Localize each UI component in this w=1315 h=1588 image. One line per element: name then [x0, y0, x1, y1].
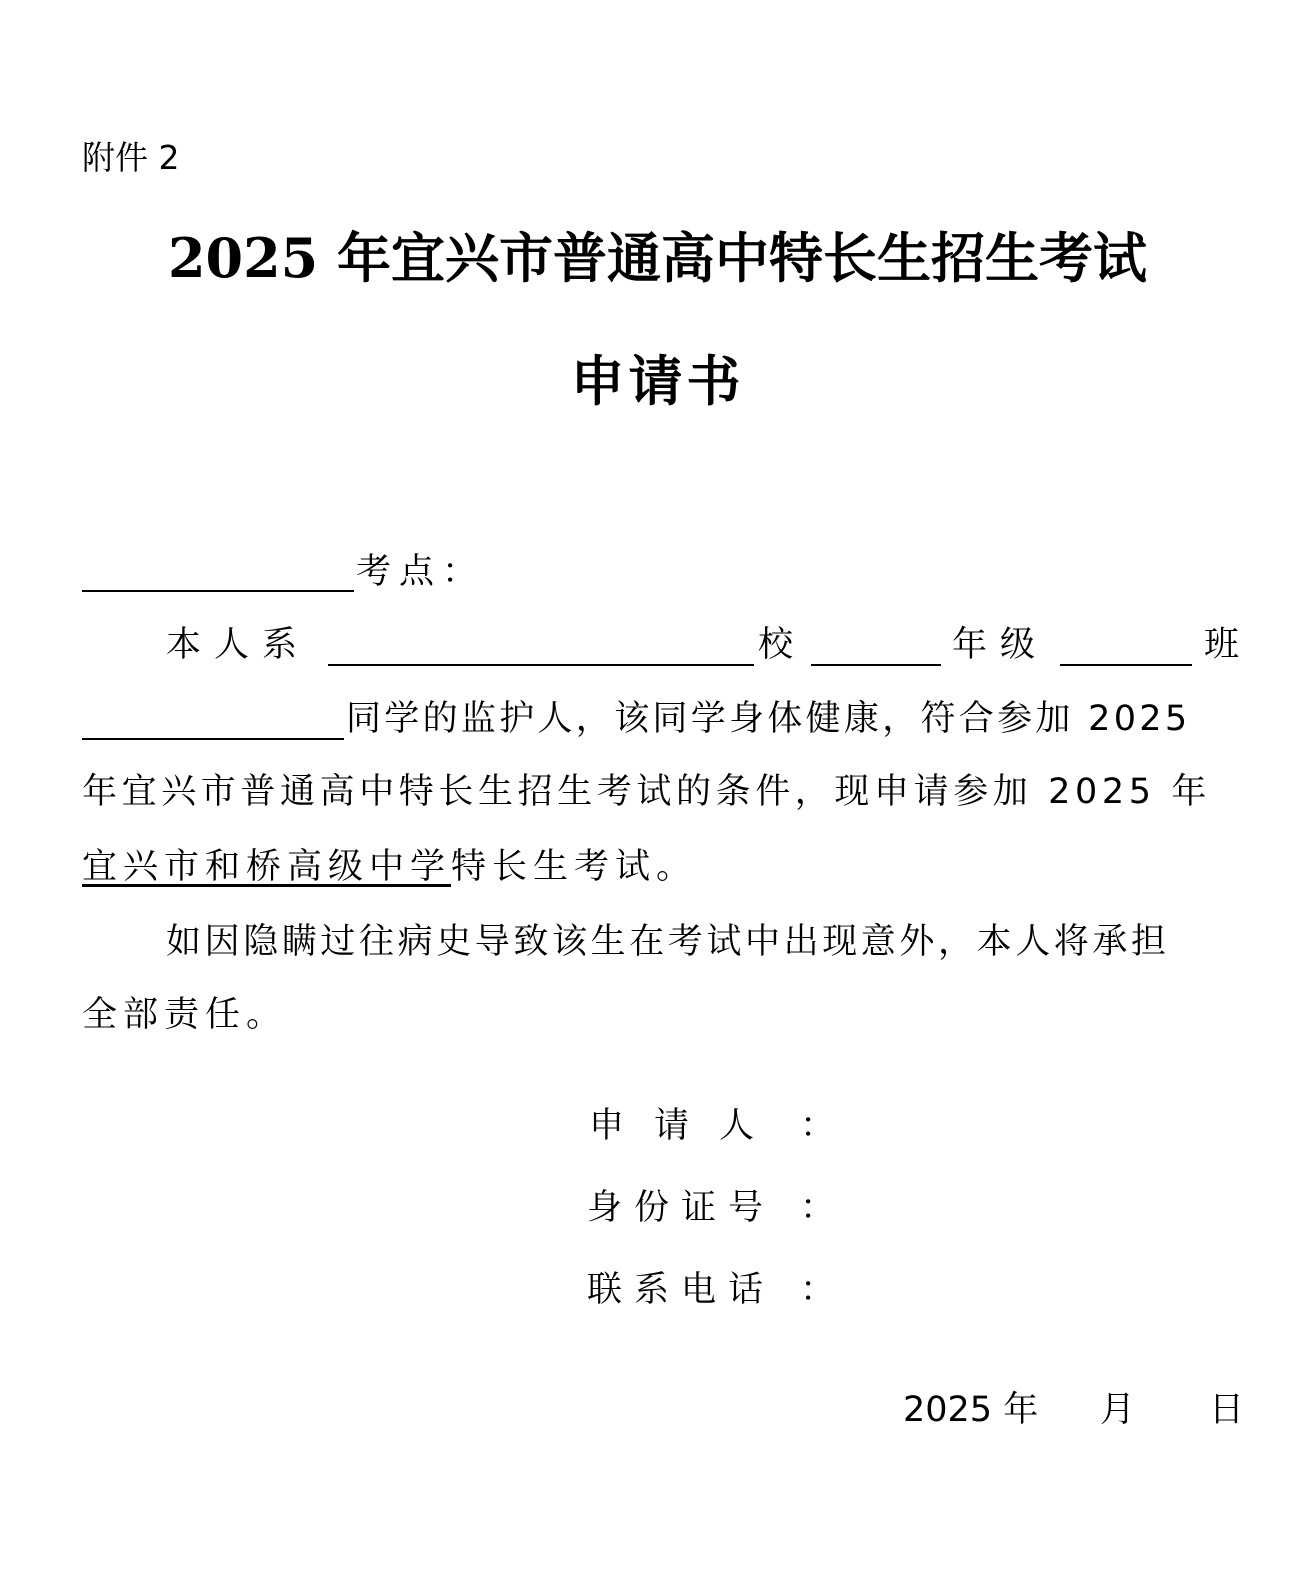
school-blank-line[interactable] [328, 664, 754, 666]
exam-site-blank-line[interactable] [82, 590, 354, 592]
grade-suffix: 年级 [952, 625, 1049, 665]
body-intro-text: 本人系 [166, 625, 311, 665]
applicant-label: 申请人 [589, 1106, 785, 1146]
school-name-underlined: 宜兴市和桥高级中学 [82, 847, 452, 887]
student-name-blank-line[interactable] [82, 738, 344, 740]
phone-colon: ： [800, 1270, 836, 1310]
exam-site-suffix: 考点： [356, 552, 486, 592]
class-suffix: 班 [1204, 625, 1240, 665]
applicant-colon: ： [800, 1106, 836, 1146]
document-title-line-2: 申请书 [570, 349, 745, 413]
grade-blank-line[interactable] [811, 664, 941, 666]
date-year: 2025 年 [903, 1390, 1039, 1430]
school-suffix: 校 [758, 625, 794, 665]
body-p2-line-1: 如因隐瞒过往病史导致该生在考试中出现意外，本人将承担 [166, 922, 1170, 962]
id-number-colon: ： [800, 1188, 836, 1228]
body-line-3: 年宜兴市普通高中特长生招生考试的条件，现申请参加 2025 年 [82, 772, 1211, 812]
id-number-label: 身份证号 [587, 1188, 776, 1228]
date-month: 月 [1100, 1390, 1136, 1430]
body-p2-line-2: 全部责任。 [82, 995, 288, 1035]
phone-label: 联系电话 [587, 1270, 776, 1310]
date-day: 日 [1209, 1390, 1245, 1430]
body-line-2: 同学的监护人，该同学身体健康，符合参加 2025 [346, 699, 1191, 739]
document-title-line-1: 2025 年宜兴市普通高中特长生招生考试 [167, 226, 1148, 290]
class-blank-line[interactable] [1060, 664, 1192, 666]
body-line-4-rest: 特长生考试。 [451, 847, 698, 887]
attachment-label: 附件 2 [82, 138, 180, 177]
body-line-4 [82, 845, 697, 889]
